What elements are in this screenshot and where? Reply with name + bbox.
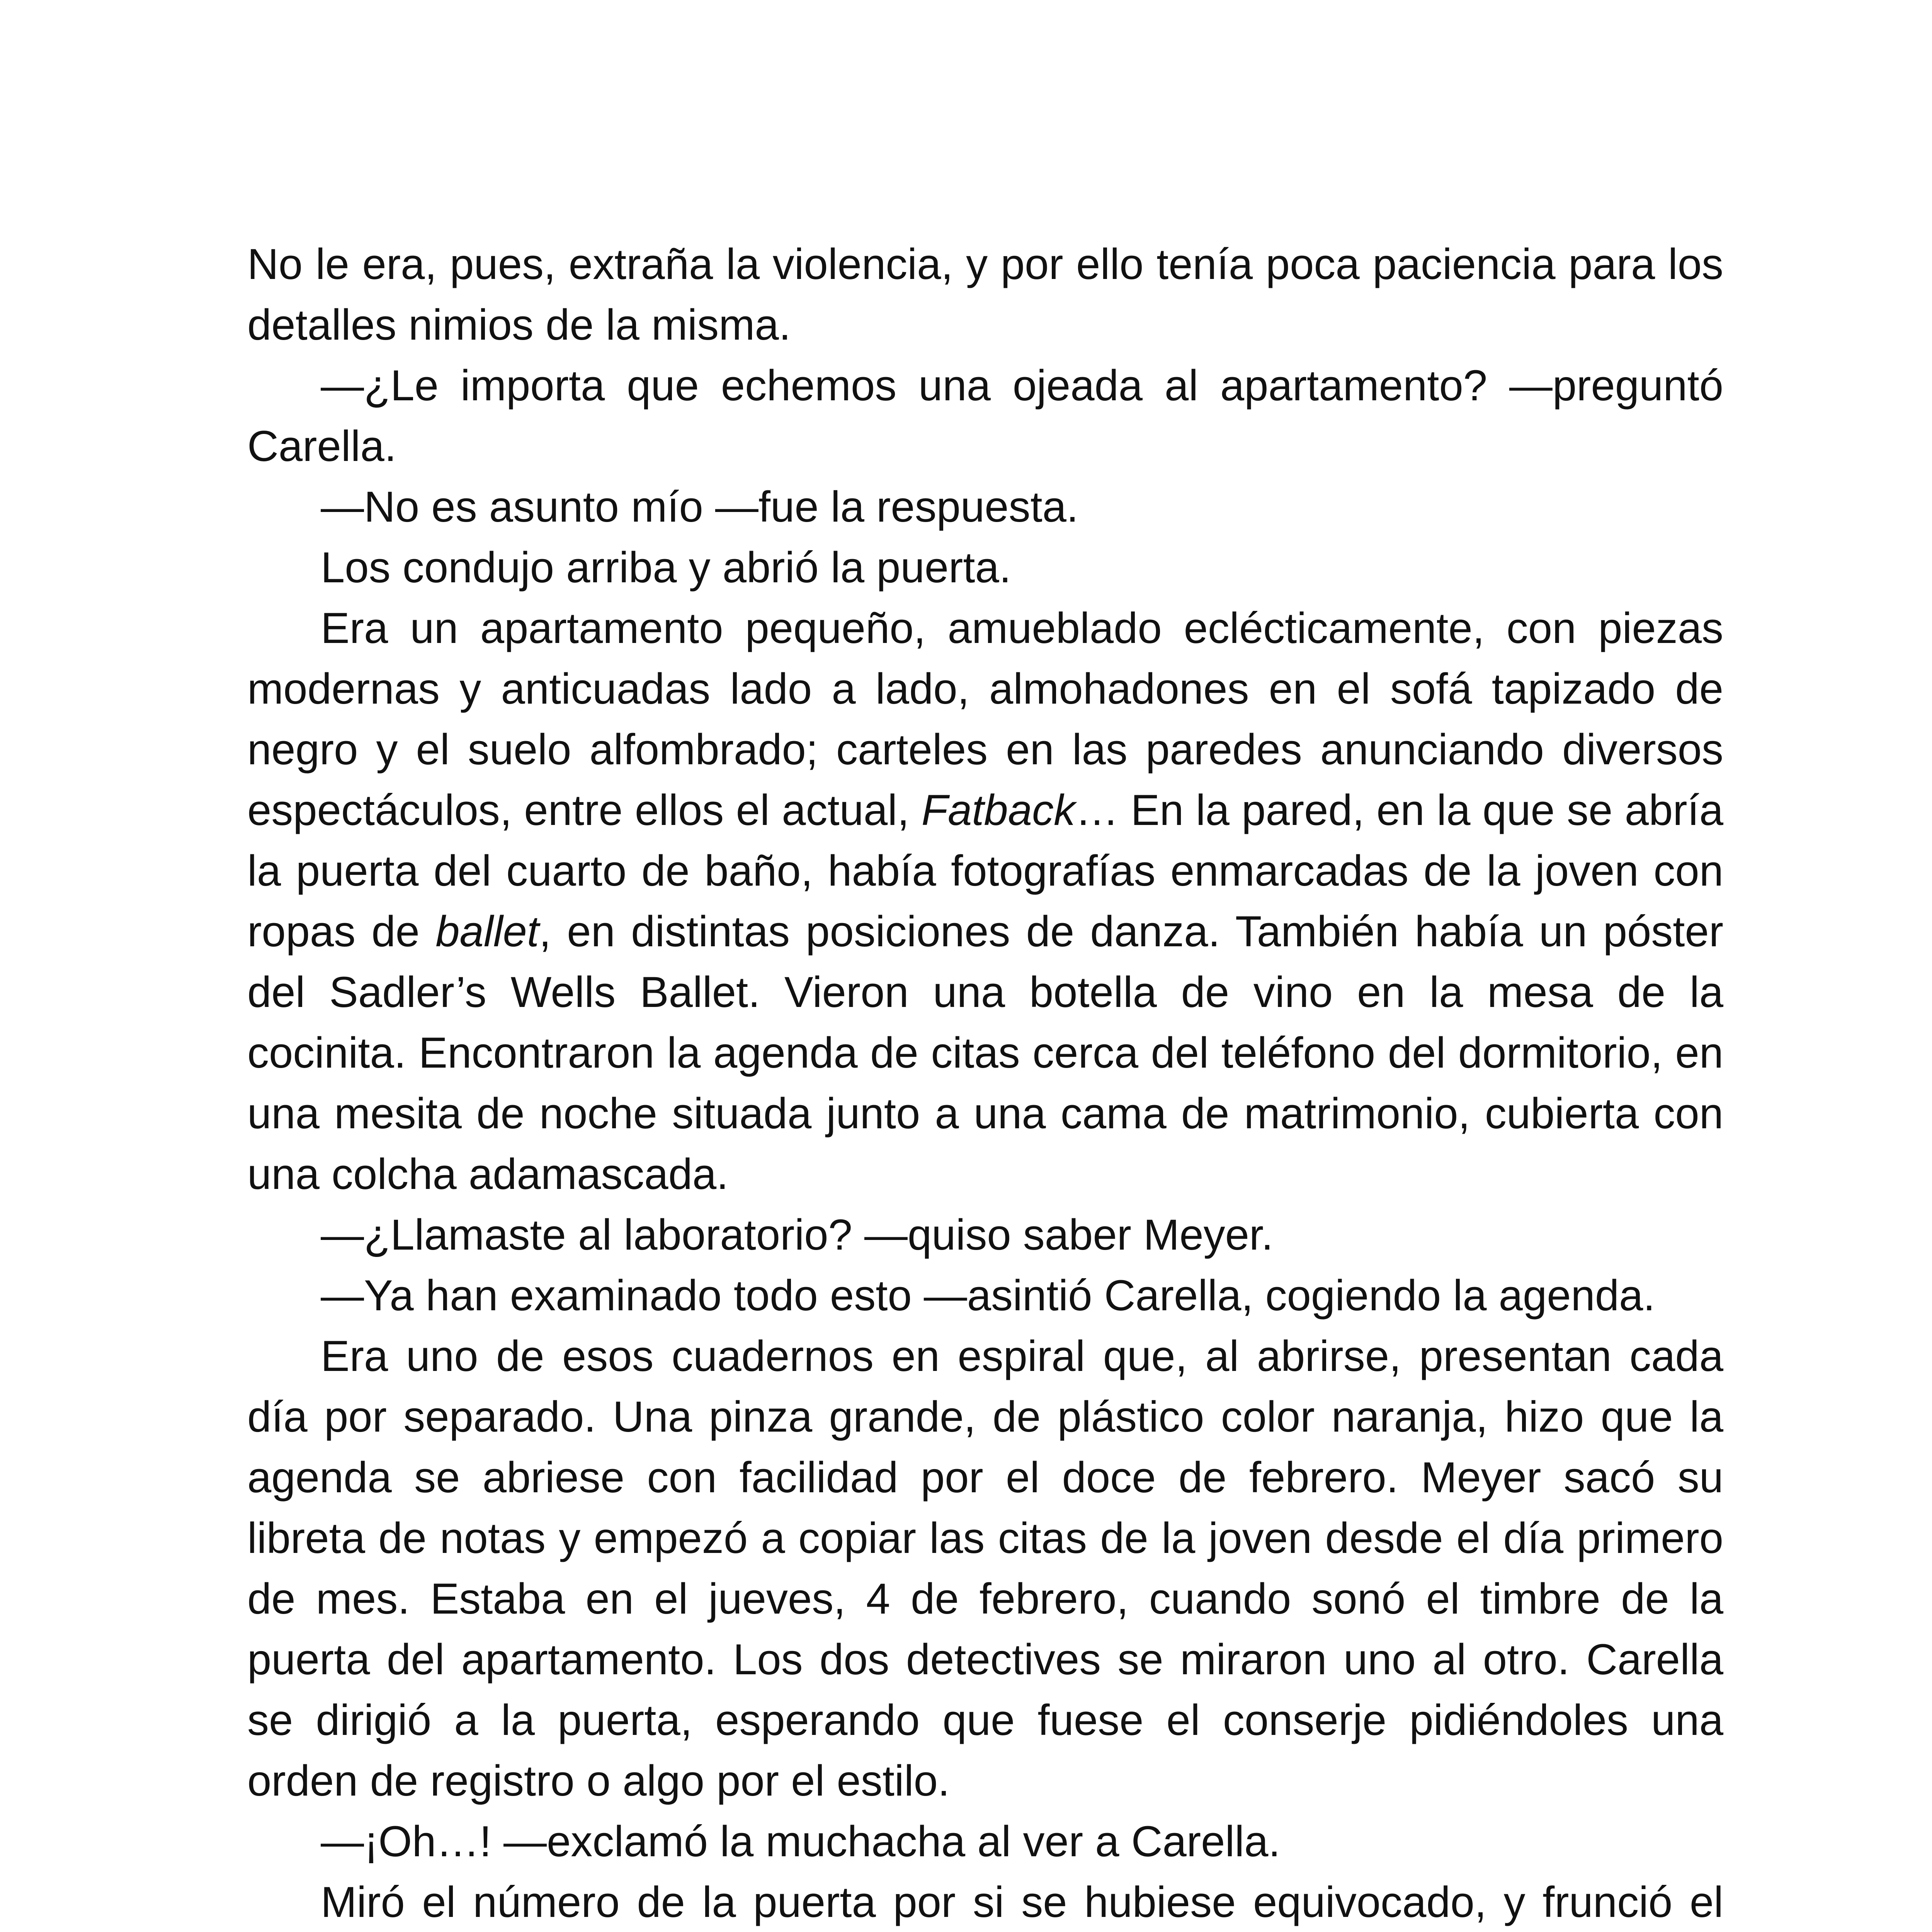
paragraph-1: No le era, pues, extraña la violencia, y por ello tenía poca paciencia para los detalles nimios de la misma. xyxy=(247,240,1723,349)
paragraph-5-text-c: , en distintas posiciones de danza. También había un póster del Sadler’s Wells Ballet. Vieron una botella de vino en la mesa de la cocinita. Encontraron la agenda de citas cerca del teléfono del dormitorio, en una mesita de noche situada junto a una cama de matrimonio, cubierta con una colcha adamascada. xyxy=(247,907,1723,1198)
paragraph-7: —Ya han examinado todo esto —asintió Carella, cogiendo la agenda. xyxy=(321,1271,1655,1320)
paragraph-5-italic-word: ballet xyxy=(435,907,539,956)
paragraph-5-text-a: Era un apartamento pequeño, amueblado eclécticamente, con piezas modernas y anticuadas lado a lado, almohadones en el sofá tapizado de negro y el suelo alfombrado; carteles en las paredes anunciando diversos espectáculos, entre ellos el actual, xyxy=(247,604,1723,834)
paragraph-10: Miró el número de la puerta por si se hubiese equivocado, y frunció el xyxy=(321,1878,1723,1926)
paragraph-5 xyxy=(247,598,1723,1204)
paragraph-5-italic-title: Fatback xyxy=(921,786,1075,834)
paragraph-5-text-b: … En la pared, en la que se abría la puerta del cuarto de baño, había fotografías enmarcadas de la joven con ropas de xyxy=(247,786,1724,956)
paragraph-9: —¡Oh…! —exclamó la muchacha al ver a Carella. xyxy=(321,1817,1281,1866)
paragraph-6: —¿Llamaste al laboratorio? —quiso saber Meyer. xyxy=(321,1211,1274,1259)
body-text xyxy=(247,234,1723,1932)
paragraph-3: —No es asunto mío —fue la respuesta. xyxy=(321,483,1078,531)
paragraph-2: —¿Le importa que echemos una ojeada al apartamento? —preguntó Carella. xyxy=(247,361,1723,470)
paragraph-4: Los condujo arriba y abrió la puerta. xyxy=(321,543,1011,592)
paragraph-8: Era uno de esos cuadernos en espiral que, al abrirse, presentan cada día por separado. Una pinza grande, de plástico color naranja, hizo que la agenda se abriese con facilidad por el doce de febrero. Meyer sacó su libreta de notas y empezó a copiar las citas de la joven desde el día primero de mes. Estaba en el jueves, 4 de febrero, cuando sonó el timbre de la puerta del apartamento. Los dos detectives se miraron uno al otro. Carella se dirigió a la puerta, esperando que fuese el conserje pidiéndoles una orden de registro o algo por el estilo. xyxy=(247,1332,1723,1805)
